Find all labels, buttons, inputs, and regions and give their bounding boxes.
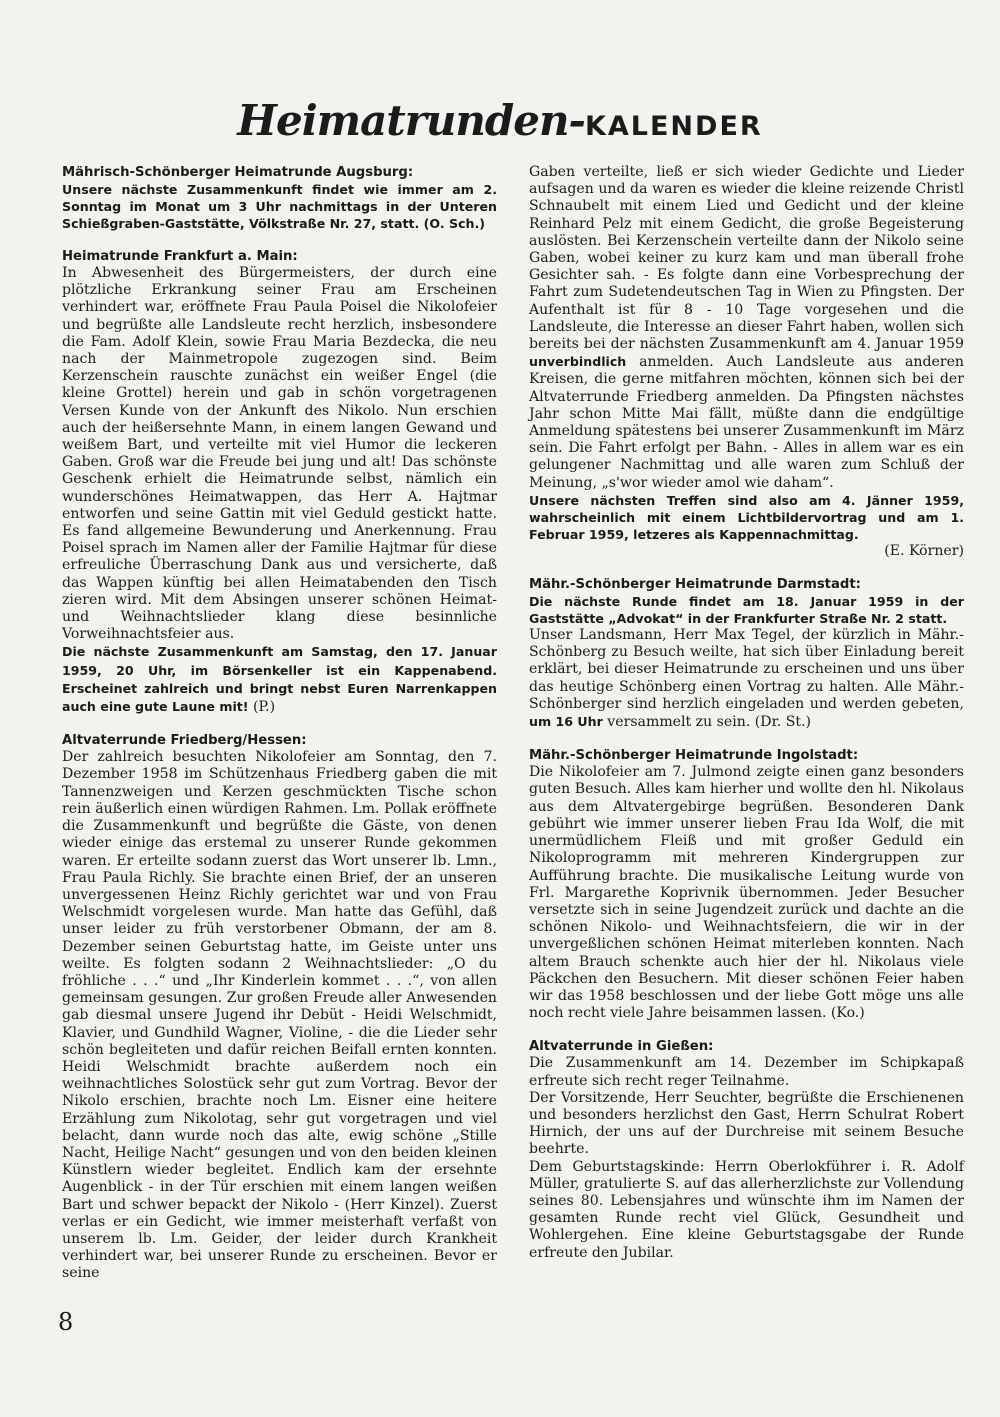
- section-body: Unser Landsmann, Herr Max Tegel, der kürzlich in Mähr.-Schönberg zu Besuch weilte, hat sich über Einladung bereit erklärt, bei dieser Heimatrunde zu erscheinen und uns über das heutige Schönberg einen Vortrag zu halten. Alle Mähr.-Schönberger sind herzlich eingeladen und werden gebeten,: [529, 627, 964, 712]
- title-caps: KALENDER: [584, 111, 763, 142]
- section-announcement: Unsere nächsten Treffen sind also am 4. Jänner 1959, wahrscheinlich mit einem Lichtbildervortrag und am 1. Februar 1959, letzeres als Kappennachmittag.: [529, 492, 964, 542]
- section-announcement: Die nächste Zusammenkunft am Samstag, den 17. Januar 1959, 20 Uhr, im Börsenkeller ist ein Kappenabend. Erscheinet zahlreich und bringt nebst Euren Narrenkappen auch eine gute Laune mit!: [62, 644, 497, 715]
- section-body: In Abwesenheit des Bürgermeisters, der durch eine plötzliche Erkrankung seiner Frau am Erscheinen verhindert war, eröffnete Frau Paula Poisel die Nikolofeier und begrüßte alle Landsleute recht herzlich, insbesondere die Fam. Adolf Klein, sowie Frau Maria Bezdecka, die neu nach der Mainmetropole zugezogen sind. Beim Kerzenschein rauschte zunächst ein weißer Engel (die kleine Grottel) herein und gab in schön vorgetragenen Versen Kunde von der Ankunft des Nikolo. Nun erschien auch der heißersehnte Mann, in einem langen Gewand und weißem Bart, und verteilte mit viel Humor die leckeren Gaben. Groß war die Freude bei jung und alt! Das schönste Geschenk erhielt die Heimatrunde selbst, nämlich ein wunderschönes Heimatwappen, das Herr A. Hajtmar entworfen und seine Gattin mit viel Geduld gestickt hatte. Es fand allgemeine Bewunderung und Anerkennung. Frau Poisel sprach im Namen aller der Familie Hajtmar für diese erfreuliche Überraschung Dank aus und versicherte, daß das Wappen künftig bei allen Heimatabenden den Tisch zieren wird. Mit dem Absingen unserer schönen Heimat- und Weihnachtslieder klang diese besinnliche Vorweihnachtsfeier aus.: [62, 265, 497, 643]
- section-body: Die Nikolofeier am 7. Julmond zeigte einen ganz besonders guten Besuch. Alles kam hierher und wollte den hl. Nikolaus aus dem Altvatergebirge begrüßen. Besonderen Dank gebührt wie immer unserer lieben Frau Ida Wolf, die mit unermüdlichem Fleiß und mit großer Geduld ein Nikoloprogramm mit mehreren Kindergruppen zur Aufführung brachte. Die musikalische Leitung wurde von Frl. Margarethe Koprivnik übernommen. Jeder Besucher versetzte sich in seine Jugendzeit zurück und dachte an die schönen Nikolo- und Weihnachtsfeiern, die wir in der unvergeßlichen schönen Heimat miterleben konnten. Nach altem Brauch schenkte auch hier der hl. Nikolaus viele Päckchen den Besuchern. Mit dieser schönen Feier haben wir das 1958 beschlossen und der liebe Gott möge uns alle noch recht viele Jahre beisammen lassen. (Ko.): [529, 764, 964, 1022]
- title-script: Heimatrunden-: [237, 96, 585, 145]
- section-giessen: [529, 1038, 964, 1261]
- page-title: [0, 96, 1000, 145]
- section-signature: (P.): [253, 699, 276, 716]
- section-heading: Mähr.-Schönberger Heimatrunde Darmstadt:: [529, 577, 861, 593]
- section-darmstadt: [529, 576, 964, 731]
- left-column: [62, 164, 497, 1283]
- section-body: Gaben verteilte, ließ er sich wieder Gedichte und Lieder aufsagen und da waren es wieder die kleine reizende Christl Schnaubelt mit einem Lied und Gedicht und der kleine Reinhard Pelz mit einem Gedicht, die große Begeisterung auslösten. Bei Kerzenschein verteilte dann der Nikolo seine Gaben, wobei keiner zu kurz kam und man überall frohe Gesichter sah. - Es folgte dann eine Vorbesprechung der Fahrt zum Sudetendeutschen Tag in Wien zu Pfingsten. Der Aufenthalt ist für 8 - 10 Tage vorgesehen und die Landsleute, die Interesse an dieser Fahrt haben, wollen sich bereits bei der nächsten Zusammenkunft am 4. Januar 1959: [529, 164, 964, 353]
- bold-inline: unverbindlich: [529, 354, 627, 370]
- section-body-continued: versammelt zu sein. (Dr. St.): [607, 714, 812, 731]
- section-announcement: Die nächste Runde findet am 18. Januar 1959 in der Gaststätte „Advokat“ in der Frankfurter Straße Nr. 2 statt.: [529, 594, 964, 627]
- section-heading: Altvaterrunde in Gießen:: [529, 1039, 714, 1055]
- section-paragraph: Der Vorsitzende, Herr Seuchter, begrüßte die Erschienenen und besonders herzlichst den Gast, Herrn Schulrat Robert Hirnich, der uns auf der Durchreise mit seinem Besuche beehrte.: [529, 1089, 964, 1158]
- section-frankfurt: [62, 248, 497, 716]
- section-heading: Mährisch-Schönberger Heimatrunde Augsburg:: [62, 165, 414, 180]
- bold-inline: um 16 Uhr: [529, 714, 603, 730]
- section-paragraph: Dem Geburtstagskinde: Herrn Oberlokführer i. R. Adolf Müller, gratulierte S. auf das allerherzlichste zur Vollendung seines 80. Lebensjahres und wünschte ihm im Namen der gesamten Runde recht viel Glück, Gesundheit und Wohlergehen. Eine kleine Geburtstagsgabe der Runde erfreute den Jubilar.: [529, 1158, 964, 1261]
- right-column: [529, 164, 964, 1262]
- section-friedberg: [62, 732, 497, 1282]
- section-heading: Altvaterrunde Friedberg/Hessen:: [62, 733, 307, 749]
- section-friedberg-continued: [529, 164, 964, 560]
- section-heading: Mähr.-Schönberger Heimatrunde Ingolstadt:: [529, 748, 859, 764]
- section-augsburg: [62, 164, 497, 232]
- section-body: Der zahlreich besuchten Nikolofeier am Sonntag, den 7. Dezember 1958 im Schützenhaus Friedberg gaben die mit Tannenzweigen und Kerzen geschmückten Tische schon rein äußerlich einen würdigen Rahmen. Lm. Pollak eröffnete die Zusammenkunft und begrüßte die Gäste, von denen wieder einige das erstemal zu unserer Runde gekommen waren. Er erteilte sodann zuerst das Wort unserer lb. Lmn., Frau Paula Richly. Sie brachte einen Brief, der an unseren unvergessenen Heinz Richly gerichtet war und von Frau Welschmidt vorgelesen wurde. Man hatte das Gefühl, daß unser leider zu früh verstorbener Obmann, der am 8. Dezember seinen Geburtstag hatte, im Geiste unter uns weilte. Es folgten sodann 2 Weihnachtslieder: „O du fröhliche . . .“ und „Ihr Kinderlein kommet . . .“, von allen gemeinsam gesungen. Zur großen Freude aller Anwesenden gab diesmal unsere Jugend ihr Debüt - Heidi Welschmidt, Klavier, und Gundhild Wagner, Violine, - die die Lieder sehr schön begleiteten und dafür reichen Beifall ernten konnten. Heidi Welschmidt brachte außerdem noch ein weihnachtliches Solostück sehr gut zum Vortrag. Bevor der Nikolo erschien, brachte noch Lm. Eisner eine heitere Erzählung zum Nikolotag, sehr gut vorgetragen und viel belacht, dann wurde noch das alte, ewig schöne „Stille Nacht, Heilige Nacht“ gesungen und von den beiden kleinen Künstlern wieder begleitet. Endlich kam der ersehnte Augenblick - in der Tür erschien mit einem langen weißen Bart und schwer bepackt der Nikolo - (Herr Kinzel). Zuerst verlas er ein Gedicht, wie immer meisterhaft verfaßt von unserem lb. Lm. Geider, der leider durch Krankheit verhindert war, bei unserer Runde zu erscheinen. Bevor er seine: [62, 749, 497, 1282]
- page-number: 8: [58, 1308, 74, 1336]
- section-paragraph: Die Zusammenkunft am 14. Dezember im Schipkapaß erfreute sich recht reger Teilnahme.: [529, 1055, 964, 1089]
- section-announcement: Unsere nächste Zusammenkunft findet wie immer am 2. Sonntag im Monat um 3 Uhr nachmittags in der Unteren Schießgraben-Gaststätte, Völkstraße Nr. 27, statt. (O. Sch.): [62, 182, 497, 231]
- section-heading: Heimatrunde Frankfurt a. Main:: [62, 249, 298, 264]
- section-signature: (E. Körner): [884, 542, 964, 559]
- section-body-continued: anmelden. Auch Landsleute aus anderen Kreisen, die gerne mitfahren möchten, können sich bei der Altvaterrunde Friedberg anmelden. Da Pfingsten nächstes Jahr schon Mitte Mai fällt, müßte dann die endgültige Anmeldung spätestens bei unserer Zusammenkunft im März sein. Die Fahrt erfolgt per Bahn. - Alles in allem war es ein gelungener Nachmittag und alle waren zum Schluß der Meinung, „s'wor wieder amol wie daham“.: [529, 354, 964, 491]
- section-ingolstadt: [529, 747, 964, 1022]
